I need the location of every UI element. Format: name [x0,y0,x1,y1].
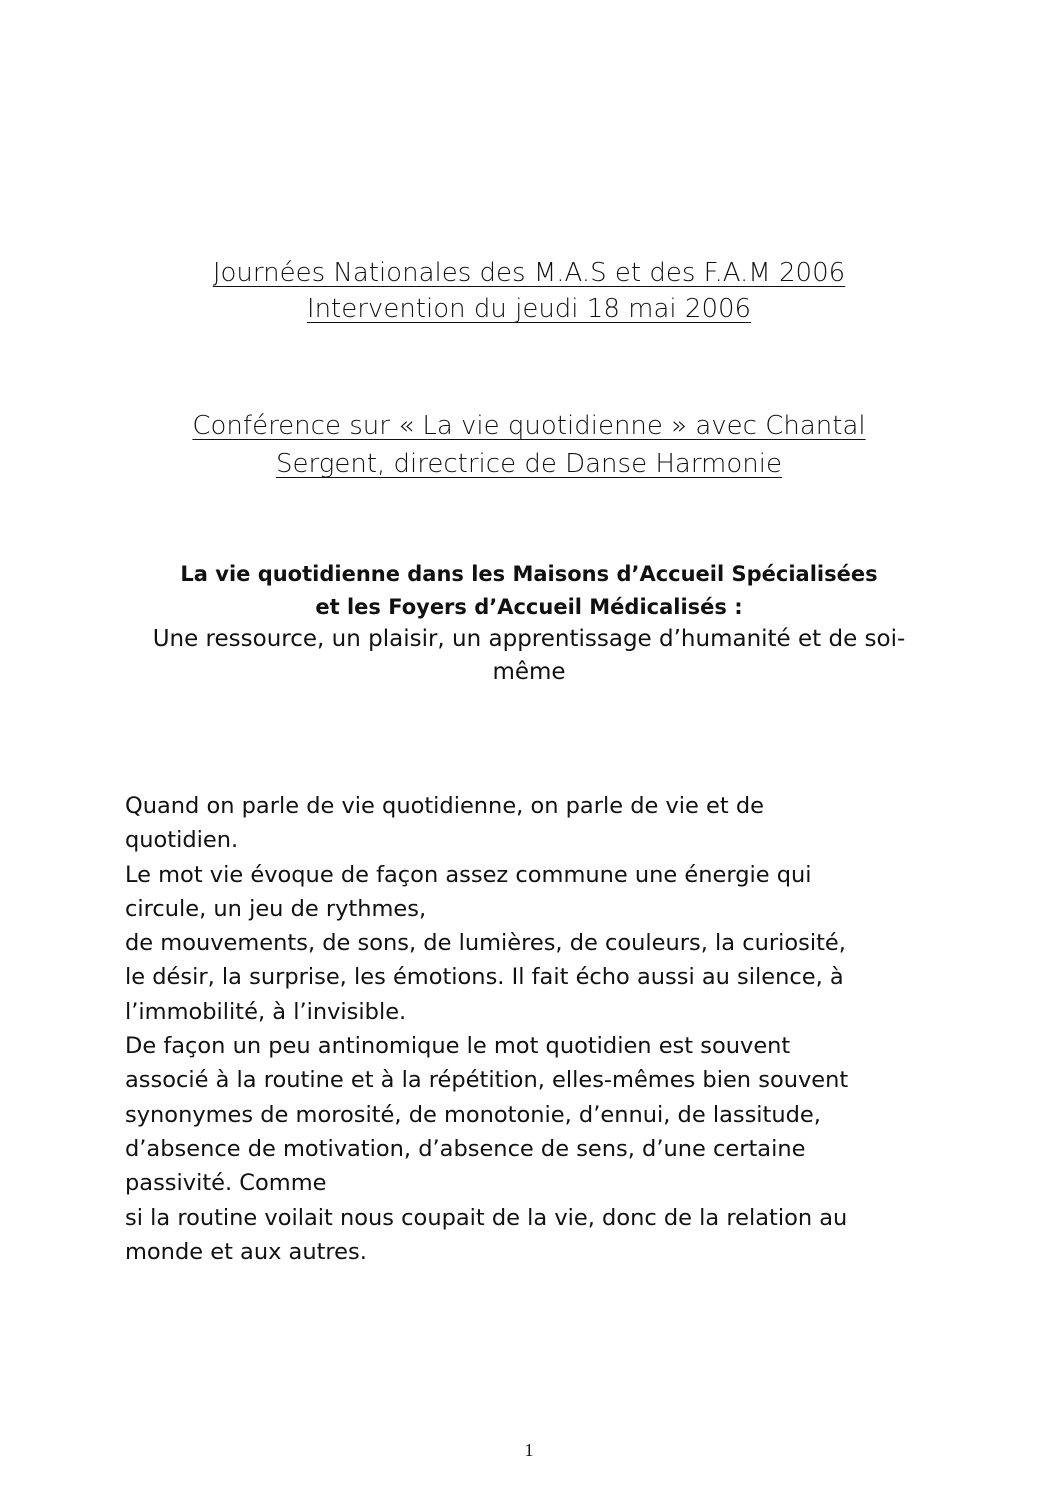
header-title-line-1 [0,253,1058,293]
subtitle-line-3: Une ressource, un plaisir, un apprentissage d’humanité et de soi- [152,626,906,652]
body-line: passivité. Comme [125,1170,327,1197]
subtitle-bold-line-1: La vie quotidienne dans les Maisons d’Accueil Spécialisées [180,562,878,586]
body-line: de mouvements, de sons, de lumières, de couleurs, la curiosité, [125,930,846,957]
body-line: Le mot vie évoque de façon assez commune une énergie qui [125,861,812,888]
conference-title-line-1 [0,406,1058,446]
body-line: l’immobilité, à l’invisible. [125,998,407,1025]
body-paragraph [125,789,945,1269]
body-line: associé à la routine et à la répétition, elles-mêmes bien souvent [125,1067,849,1094]
page-number: 1 [524,1440,534,1460]
body-line: circule, un jeu de rythmes, [125,895,427,922]
conference-title-line-2 [0,444,1058,484]
body-line: De façon un peu antinomique le mot quotidien est souvent [125,1033,791,1060]
conference-title-text-1: Conférence sur « La vie quotidienne » avec Chantal [192,411,866,441]
header-title-line-2 [0,289,1058,329]
body-line: si la routine voilait nous coupait de la vie, donc de la relation au [125,1204,848,1231]
header-title-text-1: Journées Nationales des M.A.S et des F.A.M 2006 [212,258,846,288]
conference-title-text-2: Sergent, directrice de Danse Harmonie [276,449,782,479]
header-title-text-2: Intervention du jeudi 18 mai 2006 [306,294,752,324]
body-line: monde et aux autres. [125,1238,367,1265]
body-line: synonymes de morosité, de monotonie, d’ennui, de lassitude, [125,1101,821,1128]
subtitle-line-4: même [492,659,566,685]
body-line: le désir, la surprise, les émotions. Il fait écho aussi au silence, à [125,964,844,991]
subtitle-bold-line-2: et les Foyers d’Accueil Médicalisés : [315,595,743,619]
body-line: d’absence de motivation, d’absence de sens, d’une certaine [125,1135,806,1162]
body-line: Quand on parle de vie quotidienne, on parle de vie et de [125,793,764,819]
body-line: quotidien. [125,827,239,854]
